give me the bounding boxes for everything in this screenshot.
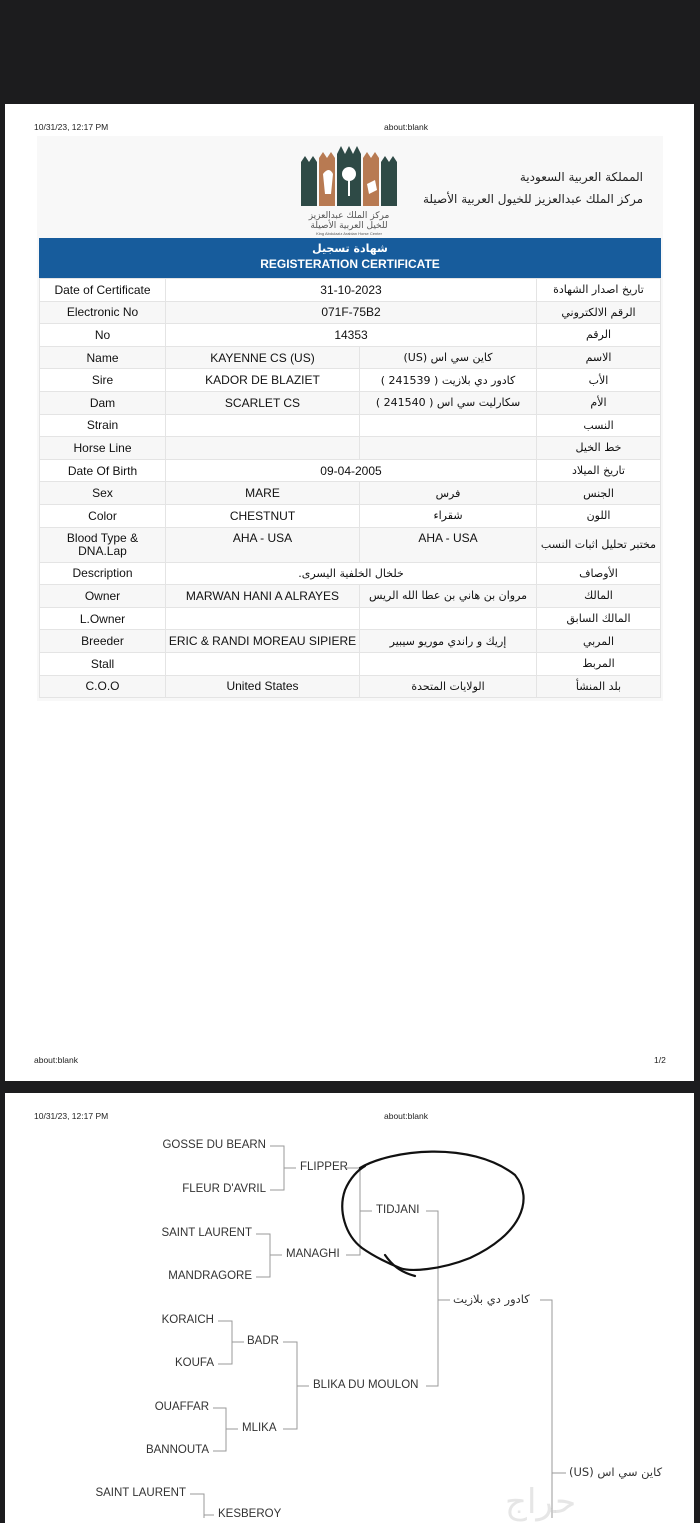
label-en: Breeder	[40, 630, 166, 653]
pedigree-gen3-5: KESBEROY	[218, 1508, 282, 1520]
label-ar: الأوصاف	[537, 562, 661, 585]
pedigree-gen3-3: BADR	[247, 1335, 279, 1347]
value-ar: AHA - USA	[360, 527, 537, 562]
label-ar: الرقم	[537, 324, 661, 347]
pedigree-gen4-5: KORAICH	[161, 1314, 214, 1326]
label-en: Stall	[40, 652, 166, 675]
label-en: Electronic No	[40, 301, 166, 324]
pedigree-gen4-2: FLEUR D'AVRIL	[182, 1183, 266, 1195]
logo-text-ar-2: للخيل العربية الأصيلة	[310, 221, 388, 231]
pedigree-gen4-6: KOUFA	[175, 1357, 214, 1369]
value-en: KADOR DE BLAZIET	[166, 369, 360, 392]
label-en: Owner	[40, 585, 166, 608]
value-ar: كادور دي بلازيت ( 241539 )	[360, 369, 537, 392]
pedigree-gen4-9: SAINT LAURENT	[95, 1487, 186, 1499]
value-en: MARWAN HANI A ALRAYES	[166, 585, 360, 608]
label-en: C.O.O	[40, 675, 166, 698]
pedigree-gen4-1: GOSSE DU BEARN	[162, 1139, 266, 1151]
value: 14353	[166, 324, 537, 347]
value-en: KAYENNE CS (US)	[166, 346, 360, 369]
pedigree-gen3-4: MLIKA	[242, 1422, 277, 1434]
value-ar: شقراء	[360, 504, 537, 527]
pedigree-sire: كادور دي بلازيت	[453, 1292, 530, 1306]
pedigree-gen2-2: BLIKA DU MOULON	[313, 1379, 419, 1391]
pedigree-subject: كاين سي اس (US)	[569, 1465, 663, 1479]
label-ar: تاريخ الميلاد	[537, 459, 661, 482]
value-ar: كاين سي اس (US)	[360, 346, 537, 369]
label-ar: تاريخ اصدار الشهادة	[537, 279, 661, 302]
value-en: MARE	[166, 482, 360, 505]
watermark-logo: حراج	[505, 1482, 577, 1522]
value: 31-10-2023	[166, 279, 537, 302]
label-ar: الأب	[537, 369, 661, 392]
value: 071F-75B2	[166, 301, 537, 324]
label-en: Date of Certificate	[40, 279, 166, 302]
print-header-url: about:blank	[384, 1111, 428, 1121]
value-ar: مروان بن هاني بن عطا الله الريس	[360, 585, 537, 608]
label-ar: خط الخيل	[537, 437, 661, 460]
value-ar: سكارليت سي اس ( 241540 )	[360, 391, 537, 414]
print-header-url: about:blank	[384, 122, 428, 132]
title-ar: شهادة تسجيل	[312, 242, 388, 255]
pedigree-gen3-2: MANAGHI	[286, 1248, 340, 1260]
print-header-datetime: 10/31/23, 12:17 PM	[34, 1111, 109, 1121]
label-en: Strain	[40, 414, 166, 437]
print-footer-url: about:blank	[34, 1055, 78, 1065]
value-en: ERIC & RANDI MOREAU SIPIERE	[166, 630, 360, 653]
pedigree-gen4-8: BANNOUTA	[145, 1444, 209, 1456]
label-en: Blood Type & DNA.Lap	[40, 527, 166, 562]
label-ar: مختبر تحليل اثبات النسب	[537, 527, 661, 562]
logo-text-ar-1: مركز الملك عبدالعزيز	[308, 211, 390, 221]
value-en: United States	[166, 675, 360, 698]
label-ar: المربط	[537, 652, 661, 675]
hand-drawn-circle-annotation	[342, 1152, 523, 1276]
label-ar: النسب	[537, 414, 661, 437]
label-ar: المربي	[537, 630, 661, 653]
value-en: SCARLET CS	[166, 391, 360, 414]
pedigree-gen4-4: MANDRAGORE	[168, 1270, 252, 1282]
value-en: AHA - USA	[166, 527, 360, 562]
pedigree-gen2-1: TIDJANI	[376, 1204, 420, 1216]
pedigree-gen4-3: SAINT LAURENT	[161, 1227, 252, 1239]
pedigree-gen4-7: OUAFFAR	[154, 1401, 209, 1413]
value-en: CHESTNUT	[166, 504, 360, 527]
label-en: Sex	[40, 482, 166, 505]
label-en: Name	[40, 346, 166, 369]
label-ar: الجنس	[537, 482, 661, 505]
label-en: Sire	[40, 369, 166, 392]
value-ar: فرس	[360, 482, 537, 505]
value: خلخال الخلفية اليسرى.	[166, 562, 537, 585]
value-ar: إريك و راندي موريو سيبير	[360, 630, 537, 653]
label-ar: المالك	[537, 585, 661, 608]
org-line-1: المملكة العربية السعودية	[519, 170, 643, 184]
label-ar: اللون	[537, 504, 661, 527]
label-en: Date Of Birth	[40, 459, 166, 482]
label-en: Dam	[40, 391, 166, 414]
label-ar: الرقم الالكتروني	[537, 301, 661, 324]
print-footer-page: 1/2	[654, 1055, 666, 1065]
label-en: No	[40, 324, 166, 347]
pedigree-gen3-1: FLIPPER	[300, 1161, 348, 1173]
label-ar: بلد المنشأ	[537, 675, 661, 698]
label-en: L.Owner	[40, 607, 166, 630]
label-ar: المالك السابق	[537, 607, 661, 630]
label-en: Description	[40, 562, 166, 585]
label-en: Horse Line	[40, 437, 166, 460]
logo-text-en: King Abdulaziz Arabian Horse Center	[316, 231, 382, 236]
value-ar: الولايات المتحدة	[360, 675, 537, 698]
label-en: Color	[40, 504, 166, 527]
print-header-datetime: 10/31/23, 12:17 PM	[34, 122, 109, 132]
title-en: REGISTERATION CERTIFICATE	[260, 257, 440, 271]
value: 09-04-2005	[166, 459, 537, 482]
org-line-2: مركز الملك عبدالعزيز للخيول العربية الأصيلة	[422, 192, 643, 206]
label-ar: الاسم	[537, 346, 661, 369]
label-ar: الأم	[537, 391, 661, 414]
